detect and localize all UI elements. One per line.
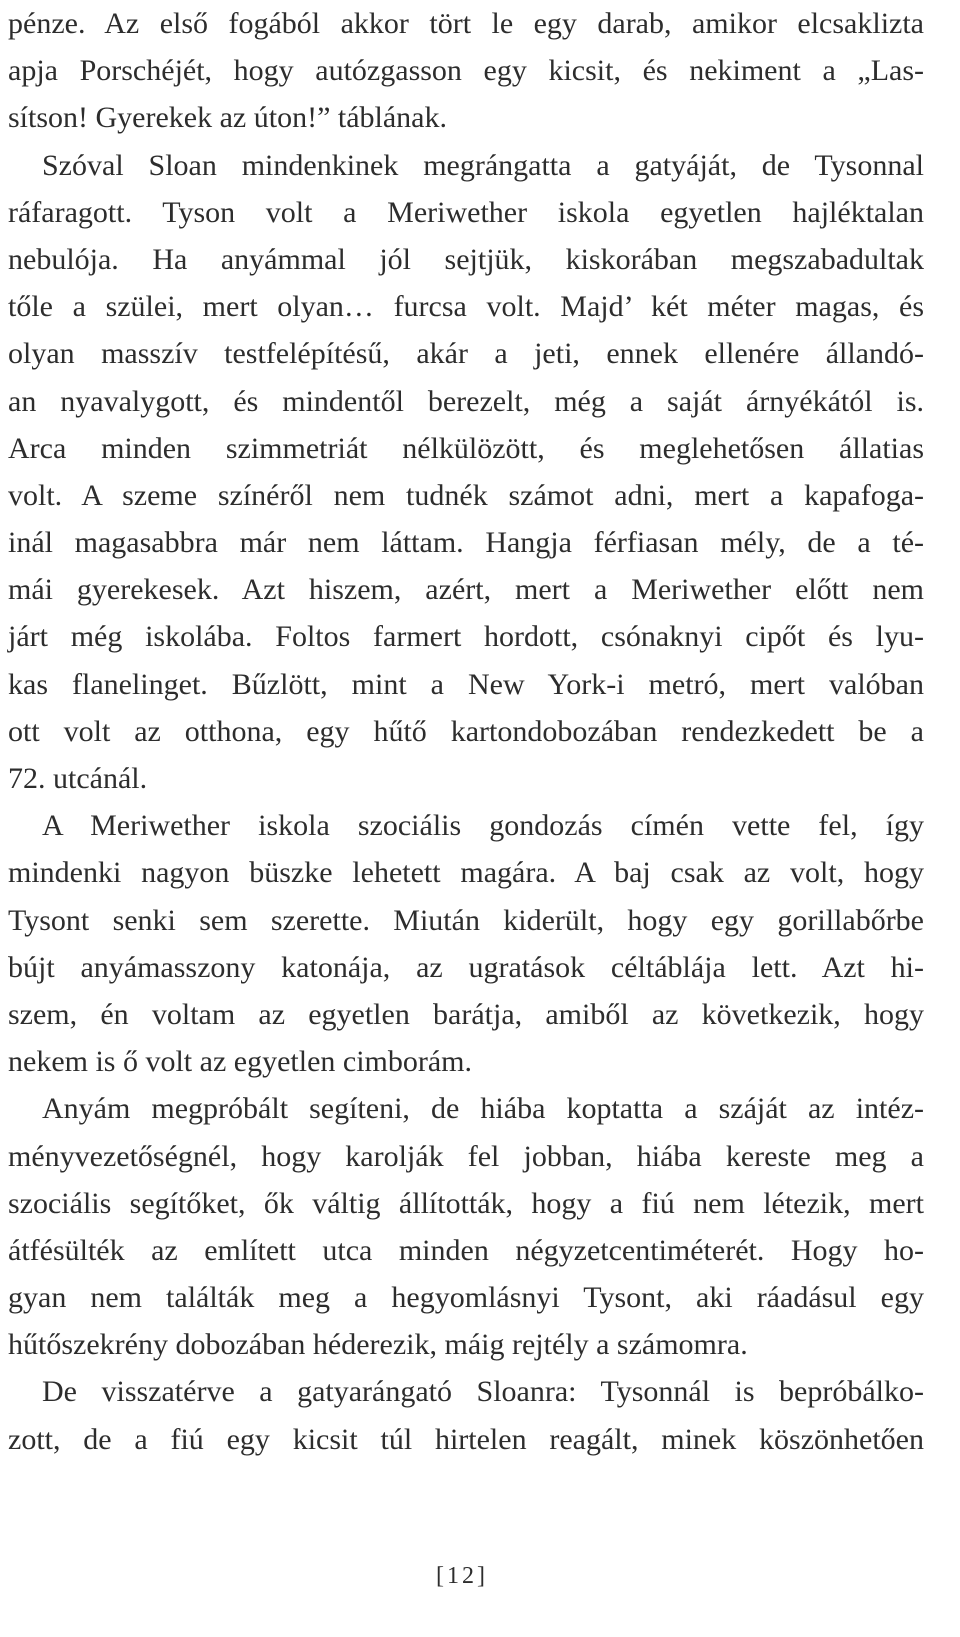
text-line: pénze. Az első fogából akkor tört le egy darab, amikor elcsaklizta	[8, 7, 924, 40]
paragraph	[8, 802, 924, 1085]
text-line: Szóval Sloan mindenkinek megrángatta a gatyáját, de Tysonnal	[42, 148, 924, 182]
text-line: Anyám megpróbált segíteni, de hiába koptatta a száját az intéz-	[42, 1092, 924, 1126]
text-line: Tysont senki sem szerette. Miután kiderült, hogy egy gorillabőrbe	[8, 903, 924, 937]
text-line: an nyavalygott, és mindentől berezelt, még a saját árnyékától is.	[8, 384, 924, 418]
text-line: járt még iskolába. Foltos farmert hordott, csónaknyi cipőt és lyu-	[8, 620, 924, 654]
text-line: zott, de a fiú egy kicsit túl hirtelen reagált, minek köszönhetően	[8, 1422, 924, 1456]
paragraph	[8, 1368, 924, 1462]
text-line: szem, én voltam az egyetlen barátja, amiből az következik, hogy	[8, 997, 924, 1031]
body-text	[8, 0, 924, 1463]
text-line: olyan masszív testfelépítésű, akár a jeti, ennek ellenére állandó-	[8, 337, 924, 371]
text-line: átfésülték az említett utca minden négyzetcentiméterét. Hogy ho-	[8, 1233, 924, 1267]
paragraph	[8, 0, 924, 142]
paragraph	[8, 1085, 924, 1368]
text-line: sítson! Gyerekek az úton!” táblának.	[8, 101, 447, 135]
text-line: ményvezetőségnél, hogy karolják fel jobban, hiába kereste meg a	[8, 1139, 924, 1173]
text-line: A Meriwether iskola szociális gondozás címén vette fel, így	[42, 809, 924, 843]
text-line: kas flanelinget. Bűzlött, mint a New York-i metró, mert valóban	[8, 667, 924, 701]
text-line: nekem is ő volt az egyetlen cimborám.	[8, 1045, 473, 1079]
text-line: De visszatérve a gatyarángató Sloanra: Tysonnál is bepróbálko-	[42, 1375, 924, 1409]
text-line: tőle a szülei, mert olyan… furcsa volt. Majd’ két méter magas, és	[8, 290, 924, 324]
text-line: ott volt az otthona, egy hűtő kartondobozában rendezkedett be a	[8, 714, 924, 748]
text-line: Arca minden szimmetriát nélkülözött, és meglehetősen állatias	[8, 431, 924, 465]
text-line: 72. utcánál.	[8, 762, 148, 795]
text-line: inál magasabbra már nem láttam. Hangja férfiasan mély, de a té-	[8, 526, 924, 560]
text-line: mindenki nagyon büszke lehetett magára. A baj csak az volt, hogy	[8, 856, 924, 890]
paragraph	[8, 142, 924, 803]
text-line: bújt anyámasszony katonája, az ugratások céltáblája lett. Azt hi-	[8, 950, 924, 984]
page-number: [12]	[436, 1563, 488, 1589]
text-line: apja Porschéjét, hogy autózgasson egy kicsit, és nekiment a „Las-	[8, 54, 924, 88]
text-line: volt. A szeme színéről nem tudnék számot adni, mert a kapafoga-	[8, 478, 924, 512]
text-line: mái gyerekesek. Azt hiszem, azért, mert a Meriwether előtt nem	[8, 573, 924, 607]
text-line: nebulója. Ha anyámmal jól sejtjük, kiskorában megszabadultak	[8, 242, 924, 276]
text-line: ráfaragott. Tyson volt a Meriwether iskola egyetlen hajléktalan	[8, 195, 924, 229]
text-line: szociális segítőket, ők váltig állították, hogy a fiú nem létezik, mert	[8, 1186, 924, 1220]
text-line: hűtőszekrény dobozában héderezik, máig rejtély a számomra.	[8, 1328, 748, 1362]
text-line: gyan nem találták meg a hegyomlásnyi Tysont, aki ráadásul egy	[8, 1281, 924, 1315]
